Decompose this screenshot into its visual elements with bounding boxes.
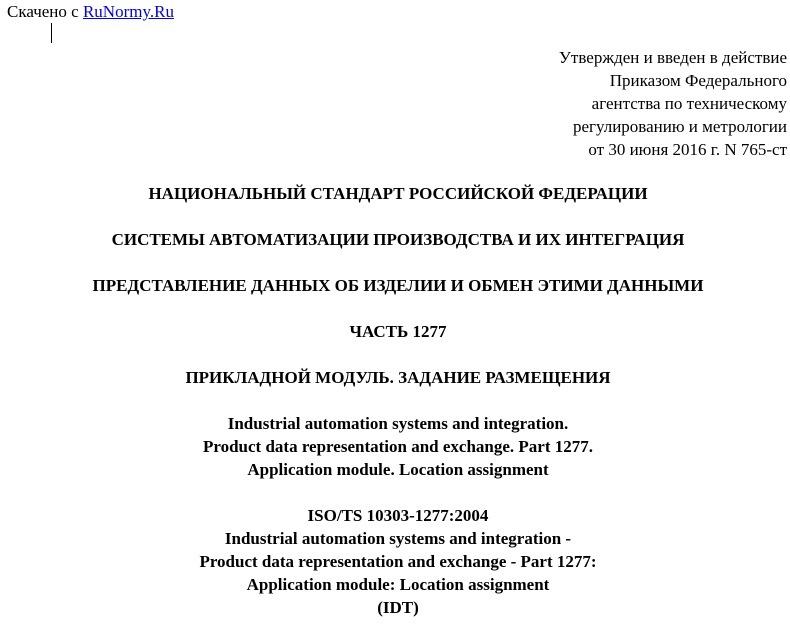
source-prefix: Скачено с xyxy=(7,2,83,21)
iso-reference-block xyxy=(0,504,790,619)
english-title-line: Industrial automation systems and integration. xyxy=(227,414,569,433)
approval-line: агентства по техническому xyxy=(591,94,787,113)
heading-representation: ПРЕДСТАВЛЕНИЕ ДАННЫХ ОБ ИЗДЕЛИИ И ОБМЕН ЭТИМИ ДАННЫМИ xyxy=(92,276,704,295)
approval-line: регулированию и метрологии xyxy=(572,117,787,136)
runormy-link[interactable]: RuNormy.Ru xyxy=(82,2,174,21)
approval-line: от 30 июня 2016 г. N 765-ст xyxy=(588,140,787,159)
approval-line: Утвержден и введен в действие xyxy=(558,48,787,67)
iso-title-line: Industrial automation systems and integration - xyxy=(224,529,572,548)
heading-national-standard: НАЦИОНАЛЬНЫЙ СТАНДАРТ РОССИЙСКОЙ ФЕДЕРАЦИИ xyxy=(148,184,648,203)
english-title-line: Product data representation and exchange. Part 1277. xyxy=(202,437,594,456)
text-cursor xyxy=(51,23,52,43)
source-line xyxy=(7,2,174,22)
heading-part: ЧАСТЬ 1277 xyxy=(349,322,447,341)
approval-block xyxy=(559,46,787,161)
english-title-block xyxy=(0,412,790,481)
heading-systems: СИСТЕМЫ АВТОМАТИЗАЦИИ ПРОИЗВОДСТВА И ИХ ИНТЕГРАЦИЯ xyxy=(111,230,685,249)
heading-module: ПРИКЛАДНОЙ МОДУЛЬ. ЗАДАНИЕ РАЗМЕЩЕНИЯ xyxy=(185,368,611,387)
iso-title-line: Product data representation and exchange - Part 1277: xyxy=(199,552,597,571)
english-title-line: Application module. Location assignment xyxy=(247,460,549,479)
iso-designation: ISO/TS 10303-1277:2004 xyxy=(307,506,489,525)
iso-equivalence: (IDT) xyxy=(377,598,419,617)
iso-title-line: Application module: Location assignment xyxy=(246,575,550,594)
approval-line: Приказом Федерального xyxy=(609,71,787,90)
